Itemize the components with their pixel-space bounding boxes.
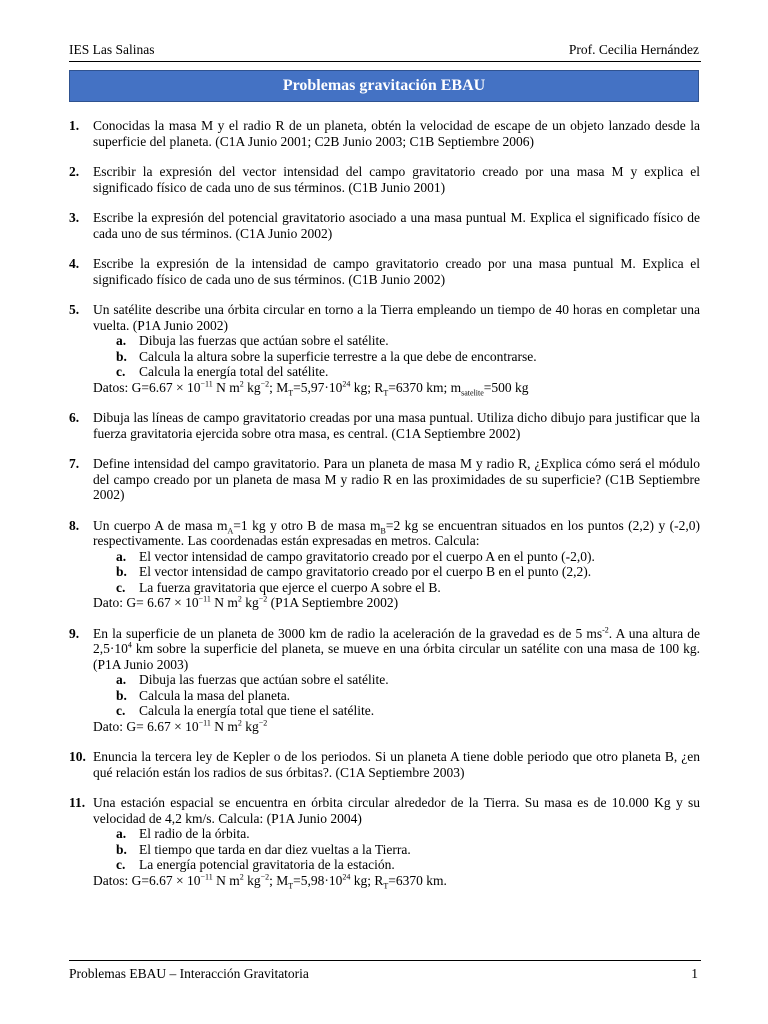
problem-1 bbox=[69, 118, 700, 149]
part-text: Calcula la masa del planeta. bbox=[139, 687, 291, 703]
data-text: N m bbox=[210, 718, 238, 734]
problem-part bbox=[93, 364, 700, 380]
data-exponent: 2 bbox=[239, 872, 244, 881]
problem-text-part: En la superficie de un planeta de 3000 km de radio la aceleración de la gravedad es de 5 ms bbox=[93, 625, 603, 641]
problem-7 bbox=[69, 456, 700, 503]
part-text: Dibuja las fuerzas que actúan sobre el satélite. bbox=[139, 672, 389, 687]
unit-exponent: 4 bbox=[127, 640, 132, 650]
data-text: Dato: G= 6.67 × 10 bbox=[93, 595, 199, 610]
part-letter: c. bbox=[116, 579, 126, 595]
page-number: 1 bbox=[691, 966, 698, 981]
data-exponent: 2 bbox=[237, 594, 242, 604]
data-text: Datos: G=6.67 × 10 bbox=[93, 872, 201, 888]
problem-text bbox=[93, 518, 700, 549]
part-letter: b. bbox=[116, 687, 127, 703]
part-letter: a. bbox=[116, 826, 127, 841]
data-exponent: 24 bbox=[342, 379, 351, 388]
problem-text: Un satélite describe una órbita circular en torno a la Tierra empleando un tiempo de 40 horas en completar una vuelta. (P1A Junio 2002) bbox=[93, 302, 700, 333]
problem-4 bbox=[69, 256, 700, 287]
data-subscript: satelite bbox=[461, 388, 484, 398]
problem-text-part: . A una altura de 2,5·10 bbox=[93, 625, 700, 656]
data-text: ; M bbox=[269, 379, 289, 395]
problem-3 bbox=[69, 210, 700, 241]
problem-number: 5. bbox=[69, 302, 80, 317]
data-subscript: T bbox=[288, 881, 294, 891]
problem-5 bbox=[69, 302, 700, 398]
part-letter: c. bbox=[116, 857, 126, 872]
part-letter: c. bbox=[116, 364, 126, 379]
problem-2 bbox=[69, 164, 700, 195]
footer-title: Problemas EBAU – Interacción Gravitatoria bbox=[69, 966, 309, 981]
data-exponent: −2 bbox=[260, 379, 270, 388]
data-text: (P1A Septiembre 2002) bbox=[267, 595, 399, 610]
problem-number: 3. bbox=[69, 210, 80, 225]
data-subscript: T bbox=[288, 388, 294, 398]
data-text: =6370 km. bbox=[388, 872, 447, 888]
data-text: Datos: G=6.67 × 10 bbox=[93, 379, 201, 395]
data-text: kg bbox=[241, 718, 259, 734]
part-text: El vector intensidad de campo gravitatorio creado por el cuerpo B en el punto (2,2). bbox=[139, 564, 592, 579]
problem-part bbox=[93, 688, 700, 704]
part-text: La energía potencial gravitatoria de la estación. bbox=[139, 857, 395, 872]
problem-data bbox=[93, 873, 700, 889]
part-text: Calcula la energía total que tiene el satélite. bbox=[139, 703, 375, 718]
data-text: N m bbox=[212, 379, 240, 395]
problem-text-part: =1 kg y otro B de masa m bbox=[233, 517, 381, 533]
problem-part bbox=[93, 549, 700, 565]
data-text: kg; R bbox=[350, 379, 384, 395]
part-letter: c. bbox=[116, 703, 126, 718]
problem-number: 2. bbox=[69, 164, 80, 179]
data-exponent: −11 bbox=[198, 718, 211, 727]
data-exponent: 24 bbox=[342, 872, 351, 881]
data-text: =6370 km; m bbox=[388, 379, 462, 395]
data-text: Dato: G= 6.67 × 10 bbox=[93, 718, 199, 734]
part-letter: b. bbox=[116, 841, 127, 857]
page-title: Problemas gravitación EBAU bbox=[69, 70, 699, 102]
problem-data bbox=[93, 380, 700, 396]
data-text: kg; R bbox=[350, 872, 384, 888]
data-exponent: −2 bbox=[260, 872, 270, 881]
problem-part bbox=[93, 580, 700, 596]
part-text: Calcula la altura sobre la superficie terrestre a la que debe de encontrarse. bbox=[139, 348, 537, 364]
data-text: kg bbox=[243, 379, 261, 395]
problem-part bbox=[93, 703, 700, 719]
data-text: kg bbox=[243, 872, 261, 888]
problem-11 bbox=[69, 795, 700, 891]
part-text: El vector intensidad de campo gravitatorio creado por el cuerpo A en el punto (-2,0). bbox=[139, 548, 595, 564]
part-letter: a. bbox=[116, 333, 127, 348]
data-exponent: −11 bbox=[200, 872, 213, 881]
part-letter: b. bbox=[116, 564, 127, 579]
problem-number: 1. bbox=[69, 118, 80, 133]
mass-subscript: B bbox=[380, 526, 386, 536]
data-text: =500 kg bbox=[483, 379, 529, 395]
problem-list bbox=[69, 118, 700, 903]
data-text: N m bbox=[212, 872, 240, 888]
problem-part bbox=[93, 857, 700, 873]
footer-divider bbox=[69, 960, 701, 961]
part-text: La fuerza gravitatoria que ejerce el cuerpo A sobre el B. bbox=[139, 579, 441, 595]
problem-text: Enuncia la tercera ley de Kepler o de los periodos. Si un planeta A tiene doble periodo que otro planeta B, ¿en qué relación están los radios de sus órbitas?. (C1A Septiembre 2003) bbox=[93, 749, 700, 780]
school-name: IES Las Salinas bbox=[69, 42, 155, 57]
data-text: kg bbox=[241, 595, 259, 610]
problem-text bbox=[93, 626, 700, 673]
unit-exponent: -2 bbox=[602, 625, 609, 634]
problem-text: Escribe la expresión del potencial gravitatorio asociado a una masa puntual M. Explica el significado físico de cada uno de sus términos. (C1A Junio 2002) bbox=[93, 210, 700, 241]
part-text: Dibuja las fuerzas que actúan sobre el satélite. bbox=[139, 333, 389, 348]
problem-part bbox=[93, 333, 700, 349]
mass-subscript: A bbox=[227, 526, 234, 536]
problem-part bbox=[93, 826, 700, 842]
problem-number: 8. bbox=[69, 517, 80, 533]
problem-6 bbox=[69, 410, 700, 441]
problem-text-part: Un cuerpo A de masa m bbox=[93, 517, 228, 533]
problem-text: Escribe la expresión de la intensidad de campo gravitatorio creado por una masa puntual M. Explica el significado físico de cada uno de sus términos. (C1B Junio 2002) bbox=[93, 256, 700, 287]
problem-9 bbox=[69, 626, 700, 735]
problem-data bbox=[93, 595, 700, 611]
problem-text: Define intensidad del campo gravitatorio. Para un planeta de masa M y radio R, ¿Explica cómo será el módulo del campo creado por un planeta de masa M y radio R en las proximidades de su superficie? (C1B Septiembre 2002) bbox=[93, 456, 700, 502]
header-divider bbox=[69, 61, 701, 62]
part-letter: a. bbox=[116, 672, 127, 687]
problem-number: 9. bbox=[69, 625, 80, 641]
problem-text: Una estación espacial se encuentra en órbita circular alrededor de la Tierra. Su masa es de 10.000 Kg y su velocidad de 4,2 km/s. Calcula: (P1A Junio 2004) bbox=[93, 795, 700, 826]
part-letter: a. bbox=[116, 548, 127, 564]
problem-number: 6. bbox=[69, 410, 80, 425]
part-text: El radio de la órbita. bbox=[139, 826, 250, 841]
problem-text: Conocidas la masa M y el radio R de un planeta, obtén la velocidad de escape de un objeto lanzado desde la superficie del planeta. (C1A Junio 2001; C2B Junio 2003; C1B Septiembre 2006) bbox=[93, 118, 700, 149]
problem-text: Dibuja las líneas de campo gravitatorio creadas por una masa puntual. Utiliza dicho dibujo para justificar que la fuerza gravitatoria ejercida sobre otra masa, es central. (C1A Septiembre 2002) bbox=[93, 410, 700, 441]
problem-10 bbox=[69, 749, 700, 780]
problem-number: 7. bbox=[69, 456, 80, 471]
problem-8 bbox=[69, 518, 700, 611]
problem-text: Escribir la expresión del vector intensidad del campo gravitatorio creado por una masa M y explica el significado físico de cada uno de sus términos. (C1B Junio 2001) bbox=[93, 164, 700, 195]
problem-number: 4. bbox=[69, 256, 80, 271]
part-text: El tiempo que tarda en dar diez vueltas a la Tierra. bbox=[139, 841, 411, 857]
data-exponent: −11 bbox=[198, 594, 211, 604]
data-exponent: −11 bbox=[200, 379, 213, 388]
data-exponent: −2 bbox=[258, 718, 268, 727]
part-text: Calcula la energía total del satélite. bbox=[139, 364, 329, 379]
data-exponent: 2 bbox=[237, 718, 242, 727]
problem-part bbox=[93, 349, 700, 365]
teacher-name: Prof. Cecilia Hernández bbox=[568, 42, 699, 57]
data-text: ; M bbox=[269, 872, 289, 888]
data-exponent: −2 bbox=[258, 594, 268, 604]
problem-part bbox=[93, 842, 700, 858]
data-subscript: T bbox=[383, 388, 389, 398]
data-subscript: T bbox=[383, 881, 389, 891]
problem-number: 11. bbox=[69, 795, 86, 810]
data-text: =5,97·10 bbox=[293, 379, 343, 395]
problem-part bbox=[93, 564, 700, 580]
problem-text-part: =2 kg se encuentran situados en los puntos (2,2) y (-2,0) respectivamente. Las coordenadas están expresadas en metros. Calcula: bbox=[93, 517, 700, 548]
data-exponent: 2 bbox=[239, 379, 244, 388]
data-text: =5,98·10 bbox=[293, 872, 343, 888]
data-text: N m bbox=[210, 595, 238, 610]
part-letter: b. bbox=[116, 348, 127, 364]
problem-text-part: km sobre la superficie del planeta, se mueve en una órbita circular un satélite con una masa de 100 kg. (P1A Junio 2003) bbox=[93, 641, 700, 672]
problem-part bbox=[93, 672, 700, 688]
problem-number: 10. bbox=[69, 749, 86, 764]
problem-data bbox=[93, 719, 700, 735]
